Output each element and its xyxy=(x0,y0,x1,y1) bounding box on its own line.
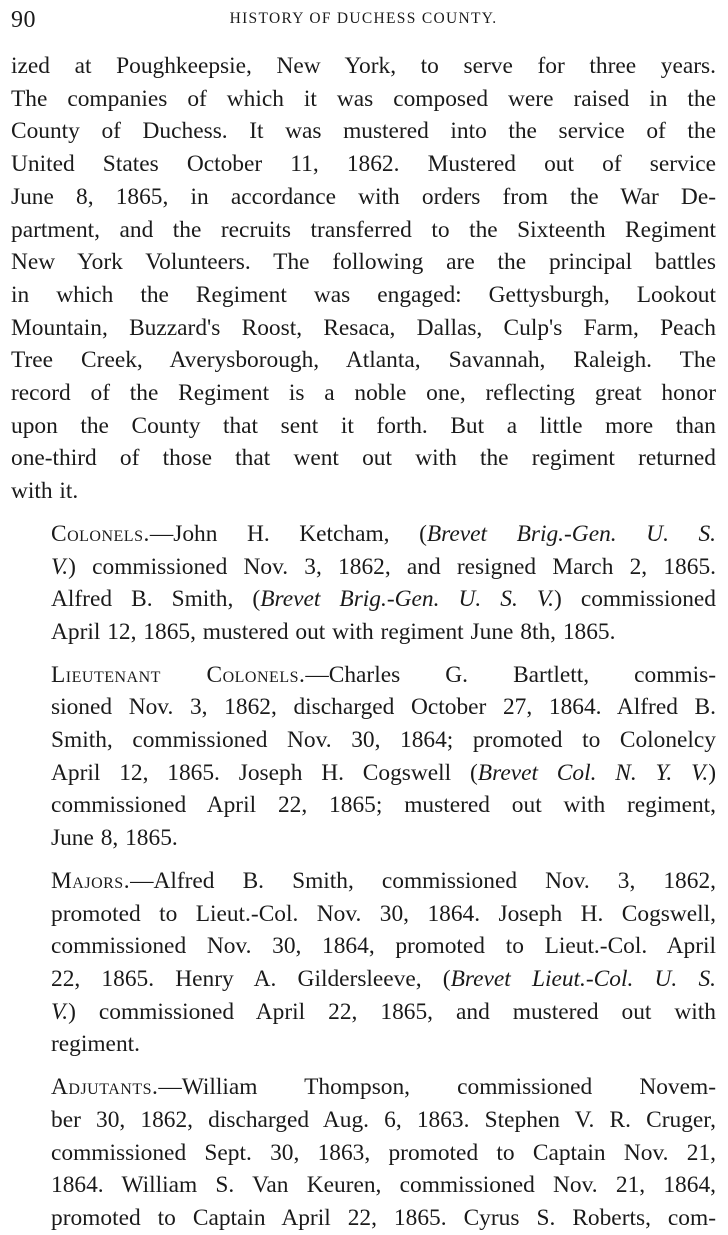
text-line xyxy=(11,865,716,898)
page-number: 90 xyxy=(11,7,36,33)
text-line: partment, and the recruits transferred to the Sixteenth Regiment xyxy=(11,216,716,243)
text-line xyxy=(11,757,716,790)
text-line xyxy=(11,659,716,692)
text-run: —John H. Ketcham, ( xyxy=(149,520,427,547)
text-run: ) commissioned April 22, 1865, and mustered out with xyxy=(68,998,716,1025)
text-run: —Charles G. Bartlett, commis- xyxy=(305,661,717,688)
text-line xyxy=(11,1071,716,1104)
colonels-paragraph xyxy=(11,518,716,649)
text-line xyxy=(11,963,716,996)
text-run: 22, 1865. Henry A. Gildersleeve, ( xyxy=(51,965,451,992)
section-heading: Majors. xyxy=(51,867,131,894)
page-header xyxy=(11,0,716,50)
text-run: ) commissioned xyxy=(554,586,716,613)
text-line: one-third of those that went out with the regiment returned xyxy=(11,445,716,472)
adjutants-paragraph xyxy=(11,1071,716,1235)
text-line xyxy=(11,996,716,1029)
italic-title: V. xyxy=(51,998,69,1025)
text-line: June 8, 1865, in accordance with orders from the War De- xyxy=(11,183,716,210)
text-run: —William Thompson, commissioned Novem- xyxy=(158,1074,716,1101)
intro-paragraph xyxy=(11,50,716,508)
text-line: in which the Regiment was engaged: Gettysburgh, Lookout xyxy=(11,281,716,308)
text-line xyxy=(11,583,716,616)
text-run: Alfred B. Smith, ( xyxy=(51,586,261,613)
text-line: Tree Creek, Averysborough, Atlanta, Savannah, Raleigh. The xyxy=(11,347,716,374)
text-line: ber 30, 1862, discharged Aug. 6, 1863. Stephen V. R. Cruger, xyxy=(51,1106,716,1133)
section-heading: Adjutants. xyxy=(51,1074,159,1101)
text-line: April 12, 1865, mustered out with regiment June 8th, 1865. xyxy=(51,618,616,645)
text-line: commissioned Nov. 30, 1864, promoted to Lieut.-Col. April xyxy=(51,933,716,960)
italic-title: Brevet Brig.-Gen. U. S. V. xyxy=(260,586,555,613)
text-run: —Alfred B. Smith, commissioned Nov. 3, 1862, xyxy=(130,867,716,894)
section-heading: Lieutenant Colonels. xyxy=(51,661,306,688)
text-line: promoted to Lieut.-Col. Nov. 30, 1864. Joseph H. Cogswell, xyxy=(51,900,716,927)
text-line: Smith, commissioned Nov. 30, 1864; promoted to Colonelcy xyxy=(51,727,716,754)
text-line: upon the County that sent it forth. But a little more than xyxy=(11,412,716,439)
text-run: April 12, 1865. Joseph H. Cogswell ( xyxy=(51,759,478,786)
italic-title: Brevet Brig.-Gen. U. S. xyxy=(426,520,716,547)
text-run: ) xyxy=(708,759,716,786)
text-line: New York Volunteers. The following are the principal battles xyxy=(11,249,716,276)
italic-title: V. xyxy=(51,553,69,580)
text-line: Mountain, Buzzard's Roost, Resaca, Dallas, Culp's Farm, Peach xyxy=(11,314,716,341)
text-line: The companies of which it was composed were raised in the xyxy=(11,85,716,112)
running-title: HISTORY OF DUCHESS COUNTY. xyxy=(229,10,498,27)
italic-title: Brevet Col. N. Y. V. xyxy=(477,759,709,786)
text-line: sioned Nov. 3, 1862, discharged October 27, 1864. Alfred B. xyxy=(51,694,716,721)
text-line: record of the Regiment is a noble one, reflecting great honor xyxy=(11,380,716,407)
text-line xyxy=(11,518,716,551)
text-run: ) commissioned Nov. 3, 1862, and resigned March 2, 1865. xyxy=(68,553,716,580)
text-line: County of Duchess. It was mustered into the service of the xyxy=(11,118,716,145)
italic-title: Brevet Lieut.-Col. U. S. xyxy=(450,965,716,992)
text-line: ized at Poughkeepsie, New York, to serve for three years. xyxy=(11,53,716,79)
section-heading: Colonels. xyxy=(51,520,150,547)
text-line: commissioned April 22, 1865; mustered out with regiment, xyxy=(51,792,716,819)
text-line: June 8, 1865. xyxy=(51,825,178,852)
text-line xyxy=(11,551,716,584)
text-line: United States October 11, 1862. Mustered out of service xyxy=(11,151,716,178)
text-line: commissioned Sept. 30, 1863, promoted to Captain Nov. 21, xyxy=(51,1139,716,1166)
body-text xyxy=(11,50,716,1235)
text-line: with it. xyxy=(11,478,79,505)
lieutenant-colonels-paragraph xyxy=(11,659,716,855)
text-line: 1864. William S. Van Keuren, commissioned Nov. 21, 1864, xyxy=(51,1172,716,1199)
majors-paragraph xyxy=(11,865,716,1061)
text-line: regiment. xyxy=(51,1031,140,1058)
text-line: promoted to Captain April 22, 1865. Cyrus S. Roberts, com- xyxy=(51,1204,716,1231)
